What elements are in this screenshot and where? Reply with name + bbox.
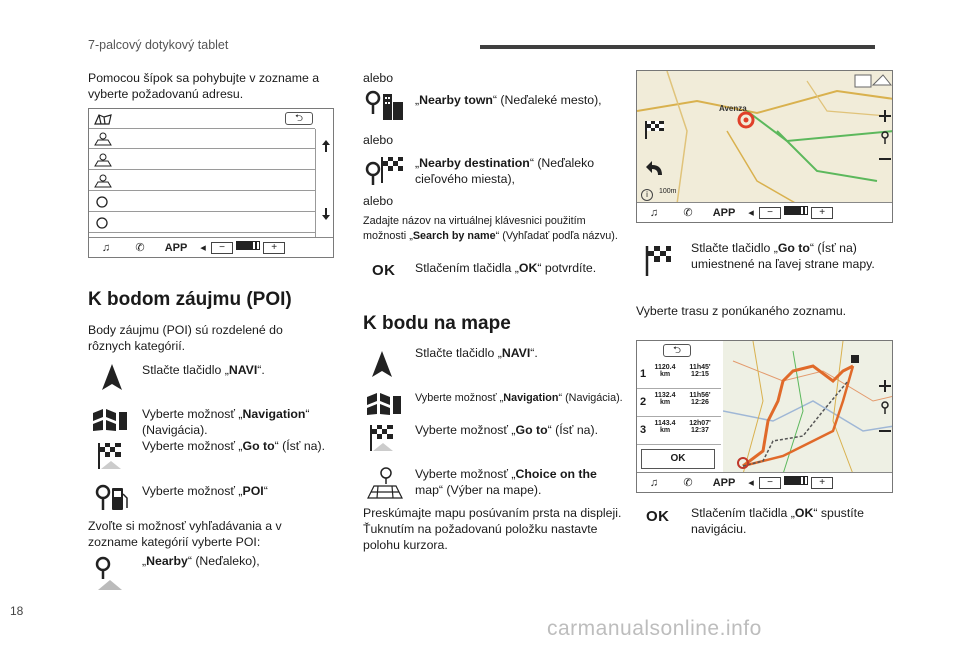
navigation-menu-icon (92, 408, 128, 432)
list-item[interactable] (89, 213, 315, 233)
volume-control[interactable] (211, 241, 285, 254)
zoom-in-icon[interactable] (878, 109, 892, 123)
volume-plus-button[interactable]: + (811, 477, 833, 489)
poi-fuel-icon (95, 484, 129, 512)
step-navigation-2: Vyberte možnosť „Navigation“ (Navigácia). (415, 392, 623, 404)
apps-button[interactable]: APP (712, 476, 736, 489)
step-navigation-a: Vyberte možnosť „Navigation“ (142, 407, 310, 421)
map-explore-text: Preskúmajte mapu posúvaním prsta na displeji. Ťuknutím na požadovanú položku nastavte polohu kurzora. (363, 506, 622, 552)
poi-circle-icon (93, 216, 113, 230)
poi-intro-text: Body záujmu (POI) sú rozdelené do rôznych kategórií. (88, 323, 283, 353)
route-screen (636, 340, 893, 493)
step-navi-2: Stlačte tlačidlo „NAVI“. (415, 346, 538, 360)
list-item[interactable] (89, 109, 315, 129)
final-text-a: Stlačením tlačidla „OK“ spustíte (691, 506, 864, 520)
final-text-b: navigáciu. (691, 522, 747, 536)
intro-text: Pomocou šípok sa pohybujte v zozname a vyberte požadovanú adresu. (88, 71, 320, 101)
zoom-in-icon[interactable] (878, 379, 892, 393)
go-to-flag-icon (97, 441, 125, 471)
or-text-2: alebo (363, 133, 394, 147)
list-item[interactable] (89, 171, 315, 191)
music-icon[interactable]: ♫ (649, 206, 659, 219)
volume-minus-button[interactable]: − (211, 242, 233, 254)
go-to-flag-icon (369, 423, 397, 453)
poi-pin-icon[interactable] (880, 131, 890, 145)
or-text-1: alebo (363, 71, 394, 85)
step-navigation-b: (Navigácia). (142, 423, 208, 437)
scroll-up-arrow-icon[interactable] (321, 139, 331, 153)
step-navi: Stlačte tlačidlo „NAVI“. (142, 363, 265, 377)
volume-plus-button[interactable]: + (263, 242, 285, 254)
ok-button-label: OK (372, 262, 396, 279)
route-map-view[interactable] (723, 341, 893, 474)
music-icon[interactable]: ♫ (101, 241, 111, 254)
apps-button[interactable]: APP (712, 206, 736, 219)
zoom-out-icon[interactable] (878, 157, 892, 161)
search-option-text: Zvoľte si možnosť vyhľadávania a v zozname kategórií vyberte POI: (88, 519, 282, 549)
phone-icon[interactable]: ✆ (683, 207, 693, 219)
address-pin-icon (93, 132, 113, 146)
heading-poi: K bodom záujmu (POI) (88, 289, 292, 310)
info-icon[interactable]: i (641, 189, 653, 201)
volume-control[interactable] (759, 476, 833, 489)
go-to-flag-icon (645, 244, 675, 278)
go-to-text-b: umiestnené na ľavej strane mapy. (691, 257, 875, 271)
navi-arrow-icon (370, 350, 394, 378)
navi-arrow-icon (100, 363, 124, 391)
volume-minus-button[interactable]: − (759, 477, 781, 489)
go-to-flag-icon[interactable] (644, 119, 666, 141)
ok-button-label: OK (646, 508, 670, 525)
volume-minus-button[interactable]: − (759, 207, 781, 219)
bottom-bar (89, 237, 333, 257)
map-screen (636, 70, 893, 223)
route-select-text: Vyberte trasu z ponúkaného zoznamu. (636, 304, 847, 318)
list-item[interactable] (89, 150, 315, 170)
address-pin-icon (93, 153, 113, 167)
speaker-icon: ◂ (748, 477, 754, 489)
page-number: 18 (10, 604, 24, 618)
zoom-out-icon[interactable] (878, 429, 892, 433)
route-item[interactable]: 3 1143.4 km 12h07' 12:37 (637, 417, 721, 445)
step-go-to-2: Vyberte možnosť „Go to“ (Ísť na). (415, 423, 599, 437)
navigation-menu-icon (366, 392, 402, 416)
nearby-icon (94, 556, 126, 592)
map-city-label: Avenza (719, 104, 747, 113)
route-ok-button[interactable]: OK (641, 449, 715, 469)
nearby-destination-a: „Nearby destination“ (Neďaleko (415, 156, 595, 170)
volume-control[interactable] (759, 206, 833, 219)
step-go-to: Vyberte možnosť „Go to“ (Ísť na). (142, 439, 326, 453)
route-item[interactable]: 2 1132.4 km 11h56' 12:26 (637, 389, 721, 417)
route-list (637, 361, 721, 471)
phone-icon[interactable]: ✆ (135, 242, 145, 254)
nearby-destination-b: cieľového miesta), (415, 172, 515, 186)
or-text-3: alebo (363, 194, 394, 208)
route-item[interactable]: 1 1120.4 km 11h45' 12:15 (637, 361, 721, 389)
music-icon[interactable]: ♫ (649, 476, 659, 489)
map-scale: 100m (659, 188, 677, 195)
apps-button[interactable]: APP (164, 241, 188, 254)
scroll-down-arrow-icon[interactable] (321, 207, 331, 221)
bottom-bar (637, 202, 892, 222)
map-icon (93, 112, 113, 126)
address-pin-icon (93, 174, 113, 188)
poi-circle-icon (93, 195, 113, 209)
list-item[interactable] (89, 129, 315, 149)
header-rule (480, 45, 875, 49)
step-poi: Vyberte možnosť „POI“ (142, 484, 268, 498)
map-view[interactable] (637, 71, 893, 204)
back-button[interactable]: ⮌ (663, 344, 691, 357)
section-header: 7-palcový dotykový tablet (88, 38, 229, 52)
search-by-name-text: Zadajte názov na virtuálnej klávesnici použitím možnosti „Search by name“ (Vyhľadať podľa názvu). (363, 215, 618, 242)
nearby-destination-icon (365, 155, 405, 187)
back-arrow-icon[interactable] (644, 159, 666, 179)
phone-icon[interactable]: ✆ (683, 477, 693, 489)
nearby-town-icon (365, 90, 405, 122)
ok-confirm-text: Stlačením tlačidla „OK“ potvrdíte. (415, 261, 597, 275)
speaker-icon: ◂ (748, 207, 754, 219)
volume-plus-button[interactable]: + (811, 207, 833, 219)
address-list-screen (88, 108, 334, 258)
step-choice-map-b: map“ (Výber na mape). (415, 483, 542, 497)
nearby-option: „Nearby“ (Neďaleko), (142, 554, 260, 568)
step-choice-map-a: Vyberte možnosť „Choice on the (415, 467, 597, 481)
list-item[interactable] (89, 192, 315, 212)
back-button[interactable]: ⮌ (285, 112, 313, 125)
nearby-town-option: „Nearby town“ (Neďaleké mesto), (415, 93, 602, 107)
heading-map-point: K bodu na mape (363, 313, 511, 334)
choice-on-map-icon (366, 466, 404, 500)
speaker-icon: ◂ (200, 242, 206, 254)
poi-pin-icon[interactable] (880, 401, 890, 415)
go-to-text-a: Stlačte tlačidlo „Go to“ (Ísť na) (691, 241, 857, 255)
watermark: carmanualsonline.info (547, 617, 762, 640)
bottom-bar (637, 472, 892, 492)
